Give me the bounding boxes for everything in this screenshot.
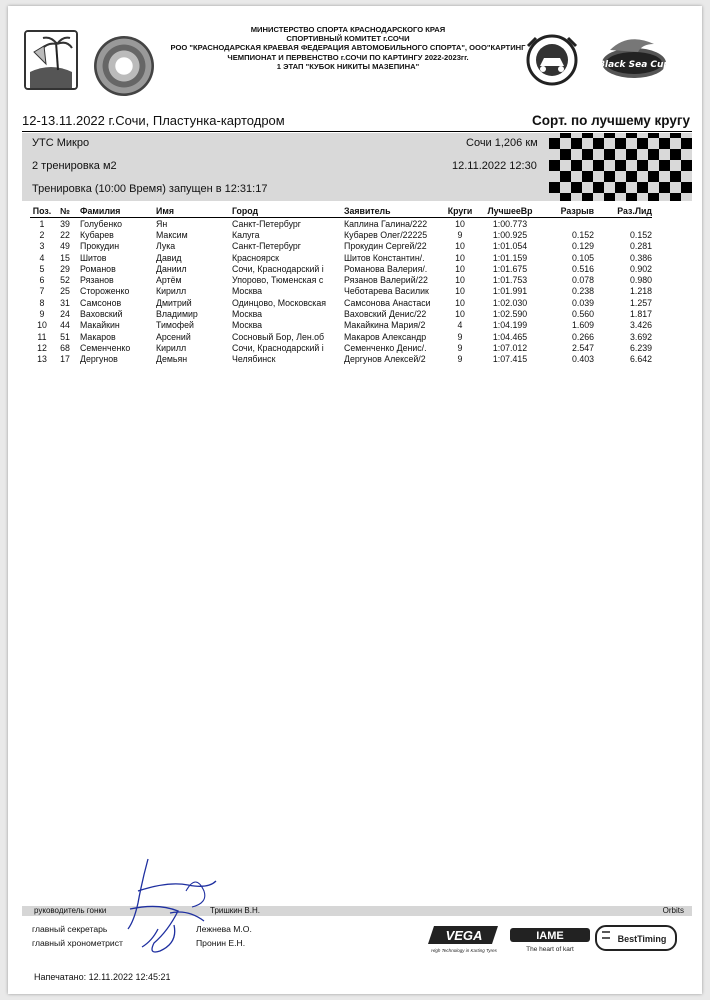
cell-pos: 6 bbox=[39, 275, 45, 286]
black-sea-cup-logo bbox=[598, 36, 668, 82]
cell-city: Москва bbox=[232, 320, 263, 331]
cell-no: 24 bbox=[60, 309, 70, 320]
table-row bbox=[30, 342, 652, 353]
cell-pos: 13 bbox=[37, 354, 47, 365]
cell-laps: 10 bbox=[455, 241, 465, 252]
cell-entrant: Каплина Галина/222 bbox=[344, 218, 428, 229]
cell-best-time: 1:07.012 bbox=[492, 342, 528, 353]
cell-last-name: Кубарев bbox=[80, 229, 114, 240]
cell-best-time: 1:00.773 bbox=[492, 218, 528, 229]
secretary-name: Лежнева М.О. bbox=[196, 924, 252, 934]
table-row bbox=[30, 263, 652, 274]
iame-logo bbox=[508, 924, 594, 954]
cell-gap: 0.129 bbox=[571, 241, 594, 252]
cell-last-name: Самсонов bbox=[80, 297, 122, 308]
cell-best-time: 1:04.199 bbox=[492, 320, 528, 331]
besttiming-text: BestTiming bbox=[617, 934, 667, 944]
iame-subtitle: The heart of kart bbox=[526, 946, 574, 953]
cell-entrant: Романова Валерия/. bbox=[344, 263, 428, 274]
cell-no: 31 bbox=[60, 297, 70, 308]
cell-last-name: Семенченко bbox=[80, 342, 131, 353]
header-line: 1 ЭТАП "КУБОК НИКИТЫ МАЗЕПИНА" bbox=[276, 61, 420, 71]
cell-pos: 5 bbox=[39, 263, 45, 274]
cell-pos: 1 bbox=[39, 218, 45, 229]
cell-pos: 7 bbox=[39, 286, 45, 297]
session-start: Тренировка (10:00 Время) запущен в 12:31:17 bbox=[32, 183, 268, 195]
event-title: 12-13.11.2022 г.Сочи, Пластунка-картодром bbox=[22, 113, 285, 128]
cell-entrant: Макайкина Мария/2 bbox=[344, 320, 426, 331]
federation-round-logo bbox=[94, 36, 154, 96]
col-gap: Разрыв bbox=[544, 205, 594, 218]
timekeeper-role: главный хронометрист bbox=[32, 938, 123, 948]
cell-gap-leader: 3.692 bbox=[629, 331, 652, 342]
table-row bbox=[30, 297, 652, 308]
cell-best-time: 1:01.159 bbox=[492, 252, 528, 263]
cell-best-time: 1:00.925 bbox=[492, 229, 528, 240]
cell-gap: 0.560 bbox=[571, 309, 594, 320]
cell-pos: 10 bbox=[37, 320, 47, 331]
cell-last-name: Рязанов bbox=[80, 275, 114, 286]
cell-best-time: 1:04.465 bbox=[492, 331, 528, 342]
cell-gap-leader: 1.817 bbox=[629, 309, 652, 320]
cell-entrant: Прокудин Сергей/22 bbox=[344, 241, 427, 252]
black-sea-cup-text: Black Sea Cup bbox=[598, 60, 668, 70]
col-best-time: ЛучшееВр bbox=[476, 205, 544, 218]
besttiming-logo bbox=[594, 924, 680, 954]
results-table bbox=[30, 205, 652, 365]
cell-no: 44 bbox=[60, 320, 70, 331]
table-row bbox=[30, 252, 652, 263]
cell-laps: 10 bbox=[455, 275, 465, 286]
cell-entrant: Рязанов Валерий/22 bbox=[344, 275, 428, 286]
cell-gap-leader: 1.218 bbox=[629, 286, 652, 297]
cell-no: 22 bbox=[60, 229, 70, 240]
cell-entrant: Шитов Константин/. bbox=[344, 252, 425, 263]
secretary-role: главный секретарь bbox=[32, 924, 108, 934]
table-row bbox=[30, 218, 652, 230]
cell-gap-leader: 0.902 bbox=[629, 263, 652, 274]
cell-gap: 1.609 bbox=[571, 320, 594, 331]
signature bbox=[108, 851, 238, 961]
cell-first-name: Даниил bbox=[156, 263, 187, 274]
table-row bbox=[30, 274, 652, 285]
cell-city: Санкт-Петербург bbox=[232, 218, 301, 229]
cell-city: Сочи, Краснодарский і bbox=[232, 342, 324, 353]
cell-gap: 0.039 bbox=[571, 297, 594, 308]
cell-entrant: Чеботарева Василик bbox=[344, 286, 429, 297]
cell-gap: 0.266 bbox=[571, 331, 594, 342]
cell-last-name: Ваховский bbox=[80, 309, 123, 320]
cell-best-time: 1:01.753 bbox=[492, 275, 528, 286]
col-gap-leader: Раз.Лид bbox=[594, 205, 652, 218]
cell-city: Санкт-Петербург bbox=[232, 241, 301, 252]
col-first-name: Имя bbox=[156, 205, 232, 218]
cell-last-name: Прокудин bbox=[80, 241, 120, 252]
cell-laps: 4 bbox=[457, 320, 463, 331]
session-name: 2 тренировка м2 bbox=[32, 160, 117, 172]
header-line: МИНИСТЕРСТВО СПОРТА КРАСНОДАРСКОГО КРАЯ bbox=[250, 25, 446, 34]
cell-gap: 0.078 bbox=[571, 275, 594, 286]
printed-timestamp: Напечатано: 12.11.2022 12:45:21 bbox=[34, 972, 171, 982]
cell-first-name: Кирилл bbox=[156, 342, 187, 353]
cell-pos: 3 bbox=[39, 241, 45, 252]
cell-entrant: Дергунов Алексей/2 bbox=[344, 354, 426, 365]
vega-logo bbox=[428, 924, 502, 954]
table-header-row bbox=[30, 205, 652, 218]
cell-gap-leader: 3.426 bbox=[629, 320, 652, 331]
cell-last-name: Макайкин bbox=[80, 320, 120, 331]
cell-laps: 10 bbox=[455, 297, 465, 308]
cell-first-name: Демьян bbox=[156, 354, 188, 365]
table-row bbox=[30, 331, 652, 342]
cell-last-name: Стороженко bbox=[80, 286, 130, 297]
cell-first-name: Ян bbox=[156, 218, 168, 229]
cell-entrant: Семенченко Денис/. bbox=[344, 342, 427, 353]
iame-text: IAME bbox=[536, 930, 564, 942]
cell-no: 25 bbox=[60, 286, 70, 297]
cell-gap-leader: 0.152 bbox=[629, 229, 652, 240]
cell-entrant: Самсонова Анастаси bbox=[344, 297, 431, 308]
cell-gap: 0.403 bbox=[571, 354, 594, 365]
cell-last-name: Макаров bbox=[80, 331, 116, 342]
cell-laps: 10 bbox=[455, 218, 465, 229]
timekeeper-name: Пронин Е.Н. bbox=[196, 938, 246, 948]
sochi-emblem-logo bbox=[24, 30, 78, 90]
cell-last-name: Голубенко bbox=[80, 218, 123, 229]
table-row bbox=[30, 229, 652, 240]
cell-pos: 2 bbox=[39, 229, 45, 240]
organizer-header bbox=[168, 25, 528, 71]
table-row bbox=[30, 286, 652, 297]
cell-no: 51 bbox=[60, 331, 70, 342]
header-line: ЧЕМПИОНАТ И ПЕРВЕНСТВО г.СОЧИ ПО КАРТИНГУ 2022-2023гг. bbox=[227, 52, 469, 62]
cell-no: 39 bbox=[60, 218, 70, 229]
cell-entrant: Макаров Александр bbox=[344, 331, 427, 342]
cell-city: Сочи, Краснодарский і bbox=[232, 263, 324, 274]
checkered-flag-icon bbox=[548, 133, 692, 201]
cell-city: Красноярск bbox=[232, 252, 279, 263]
cell-gap bbox=[544, 218, 594, 230]
cell-city: Сосновый Бор, Лен.об bbox=[232, 331, 325, 342]
cell-pos: 8 bbox=[39, 297, 45, 308]
cell-best-time: 1:02.590 bbox=[492, 309, 528, 320]
session-datetime: 12.11.2022 12:30 bbox=[452, 160, 537, 172]
cell-gap: 0.238 bbox=[571, 286, 594, 297]
cell-pos: 12 bbox=[37, 342, 47, 353]
cell-city: Москва bbox=[232, 309, 263, 320]
cell-last-name: Шитов bbox=[80, 252, 107, 263]
header-line: СПОРТИВНЫЙ КОМИТЕТ г.СОЧИ bbox=[286, 34, 410, 44]
col-no: № bbox=[54, 205, 76, 218]
cell-city: Москва bbox=[232, 286, 263, 297]
results-sheet bbox=[8, 6, 702, 994]
cell-first-name: Артём bbox=[156, 275, 182, 286]
cell-best-time: 1:02.030 bbox=[492, 297, 528, 308]
col-pos: Поз. bbox=[30, 205, 54, 218]
cell-pos: 4 bbox=[39, 252, 45, 263]
class-name: УТС Микро bbox=[32, 137, 90, 149]
cell-no: 49 bbox=[60, 241, 70, 252]
table-row bbox=[30, 241, 652, 252]
race-director-role: руководитель гонки bbox=[34, 906, 107, 915]
cell-first-name: Владимир bbox=[156, 309, 198, 320]
cell-pos: 11 bbox=[37, 331, 47, 342]
cell-first-name: Лука bbox=[156, 241, 176, 252]
track-name: Сочи 1,206 км bbox=[466, 137, 538, 149]
cell-laps: 10 bbox=[455, 263, 465, 274]
col-laps: Круги bbox=[444, 205, 476, 218]
cell-first-name: Кирилл bbox=[156, 286, 187, 297]
cell-gap: 2.547 bbox=[571, 342, 594, 353]
cell-city: Челябинск bbox=[232, 354, 276, 365]
cell-first-name: Тимофей bbox=[156, 320, 194, 331]
cell-best-time: 1:01.054 bbox=[492, 241, 528, 252]
sort-title: Сорт. по лучшему кругу bbox=[532, 113, 690, 128]
cell-no: 15 bbox=[60, 252, 70, 263]
cell-no: 29 bbox=[60, 263, 70, 274]
cell-no: 17 bbox=[60, 354, 70, 365]
cell-no: 52 bbox=[60, 275, 70, 286]
vega-subtitle: High Technology in Karting Tyres bbox=[431, 948, 497, 953]
cell-first-name: Максим bbox=[156, 229, 188, 240]
cell-laps: 9 bbox=[457, 342, 463, 353]
cell-entrant: Ваховский Денис/22 bbox=[344, 309, 427, 320]
vega-text: VEGA bbox=[445, 928, 483, 943]
cell-laps: 10 bbox=[455, 286, 465, 297]
cell-laps: 9 bbox=[457, 354, 463, 365]
table-row bbox=[30, 354, 652, 365]
cell-laps: 9 bbox=[457, 331, 463, 342]
cell-last-name: Романов bbox=[80, 263, 116, 274]
cell-first-name: Арсений bbox=[156, 331, 191, 342]
karting-logo bbox=[522, 32, 582, 90]
cell-city: Одинцово, Московская bbox=[232, 297, 326, 308]
orbits-label: Orbits bbox=[662, 906, 684, 915]
cell-pos: 9 bbox=[39, 309, 45, 320]
cell-gap-leader: 0.281 bbox=[629, 241, 652, 252]
col-city: Город bbox=[232, 205, 342, 218]
cell-gap-leader: 6.239 bbox=[629, 342, 652, 353]
session-info bbox=[22, 133, 692, 201]
cell-gap: 0.152 bbox=[571, 229, 594, 240]
cell-first-name: Давид bbox=[156, 252, 182, 263]
cell-first-name: Дмитрий bbox=[156, 297, 192, 308]
cell-no: 68 bbox=[60, 342, 70, 353]
cell-city: Калуга bbox=[232, 229, 260, 240]
cell-gap-leader: 6.642 bbox=[629, 354, 652, 365]
cell-gap-leader: 1.257 bbox=[629, 297, 652, 308]
cell-gap: 0.516 bbox=[571, 263, 594, 274]
race-director-name: Тришкин В.Н. bbox=[210, 906, 260, 915]
cell-laps: 9 bbox=[457, 229, 463, 240]
table-row bbox=[30, 308, 652, 319]
cell-gap: 0.105 bbox=[571, 252, 594, 263]
cell-last-name: Дергунов bbox=[80, 354, 118, 365]
col-last-name: Фамилия bbox=[76, 205, 156, 218]
cell-laps: 10 bbox=[455, 309, 465, 320]
cell-laps: 10 bbox=[455, 252, 465, 263]
col-entrant: Заявитель bbox=[342, 205, 444, 218]
cell-gap-leader bbox=[594, 218, 652, 230]
cell-gap-leader: 0.386 bbox=[629, 252, 652, 263]
header-line: РОО "КРАСНОДАРСКАЯ КРАЕВАЯ ФЕДЕРАЦИЯ АВТОМОБИЛЬНОГО СПОРТА", ООО"КАРТИНГ bbox=[170, 43, 526, 53]
cell-entrant: Кубарев Олег/22225 bbox=[344, 229, 428, 240]
cell-best-time: 1:01.675 bbox=[492, 263, 528, 274]
cell-best-time: 1:01.991 bbox=[492, 286, 528, 297]
title-row bbox=[22, 113, 692, 132]
cell-city: Упорово, Тюменская с bbox=[232, 275, 324, 286]
cell-best-time: 1:07.415 bbox=[492, 354, 528, 365]
table-row bbox=[30, 320, 652, 331]
cell-gap-leader: 0.980 bbox=[629, 275, 652, 286]
